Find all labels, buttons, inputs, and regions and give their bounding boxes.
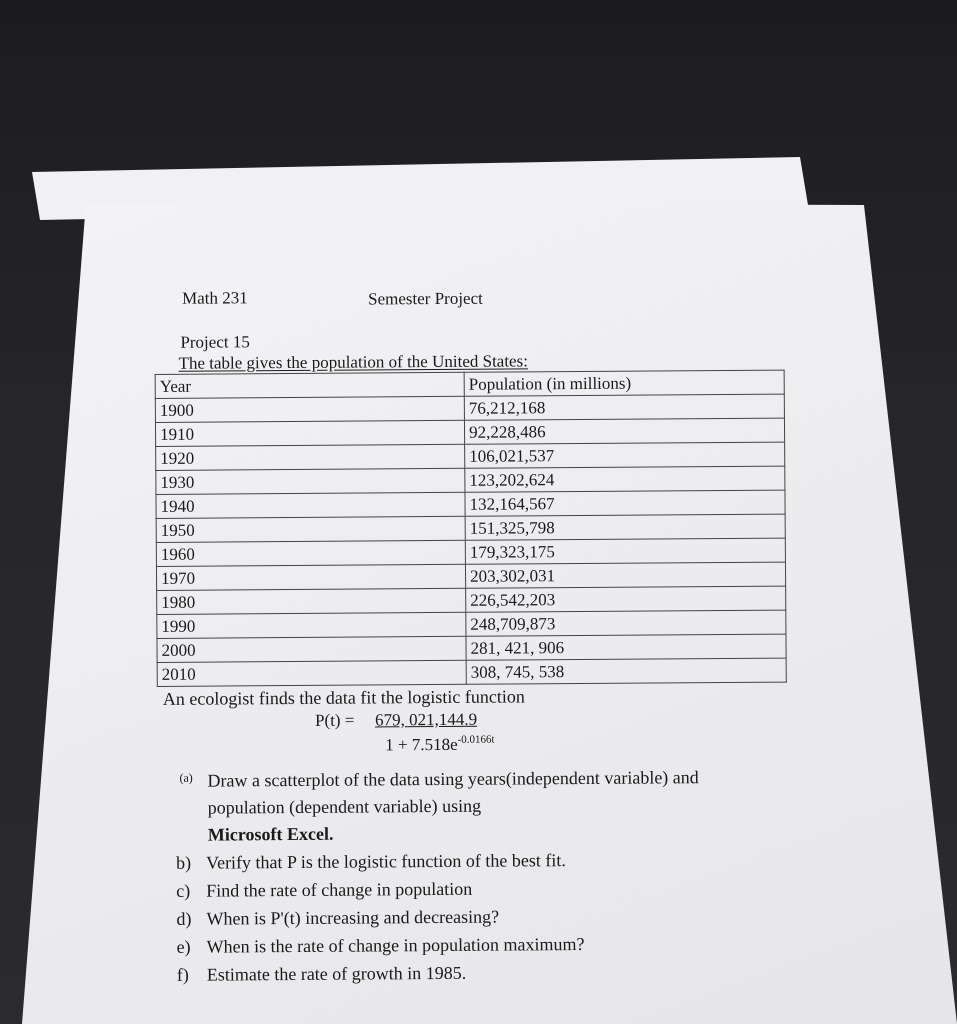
column-header-population: Population (in millions)	[464, 370, 784, 396]
population-cell: 226,542,203	[466, 586, 786, 612]
question-label: d)	[176, 908, 192, 929]
question-label: f)	[176, 964, 189, 985]
question-text: When is P'(t) increasing and decreasing?	[206, 906, 500, 929]
question-a-bold-text: Microsoft Excel.	[207, 823, 334, 845]
population-cell: 203,302,031	[465, 562, 785, 588]
course-name: Math 231	[182, 288, 248, 308]
year-cell: 1940	[156, 492, 465, 518]
population-cell: 76,212,168	[464, 394, 784, 420]
year-cell: 2000	[157, 636, 466, 662]
year-cell: 1960	[156, 540, 465, 566]
year-cell: 1990	[157, 612, 466, 638]
year-cell: 1950	[156, 516, 465, 542]
question-list	[153, 764, 795, 989]
year-cell: 2010	[157, 660, 466, 686]
year-cell: 1900	[155, 396, 464, 422]
population-cell: 132,164,567	[465, 490, 785, 516]
question-d	[176, 901, 794, 933]
question-label: c)	[176, 880, 191, 901]
question-a-label: (a)	[179, 770, 193, 785]
formula-denominator	[385, 734, 495, 756]
ecologist-statement: An ecologist finds the data fit the logistic function	[162, 686, 525, 709]
question-a	[179, 764, 794, 849]
question-f	[177, 957, 795, 989]
question-text: Estimate the rate of growth in 1985.	[206, 962, 467, 985]
population-cell: 281, 421, 906	[466, 634, 786, 660]
year-cell: 1980	[157, 588, 466, 614]
population-cell: 179,323,175	[465, 538, 785, 564]
population-cell: 248,709,873	[466, 610, 786, 636]
question-text: When is the rate of change in population maximum?	[206, 933, 585, 957]
population-cell: 106,021,537	[465, 442, 785, 468]
formula-lhs: P(t) =	[314, 710, 355, 730]
page-header	[150, 281, 790, 315]
population-table	[155, 370, 787, 687]
population-cell: 308, 745, 538	[466, 658, 786, 684]
formula-denominator-base: 1 + 7.518e	[385, 734, 458, 755]
subject-title: Semester Project	[368, 288, 483, 309]
year-cell: 1910	[155, 420, 464, 446]
population-cell: 151,325,798	[465, 514, 785, 540]
year-cell: 1920	[156, 444, 465, 470]
question-b	[176, 845, 794, 877]
question-label: e)	[176, 936, 191, 957]
population-cell: 92,228,486	[464, 418, 784, 444]
year-cell: 1930	[156, 468, 465, 494]
question-label: b)	[175, 852, 192, 873]
intro-text: The table gives the population of the United States:	[178, 351, 528, 373]
formula-exponent: -0.0166t	[457, 733, 495, 746]
formula-numerator: 679, 021,144.9	[374, 709, 478, 730]
column-header-year: Year	[155, 372, 464, 398]
document-content	[150, 281, 795, 989]
logistic-formula	[153, 706, 793, 762]
question-text: Verify that P is the logistic function of the best fit.	[205, 850, 566, 873]
year-cell: 1970	[156, 564, 465, 590]
question-text: Find the rate of change in population	[206, 878, 473, 901]
question-e	[177, 929, 795, 961]
question-a-text: Draw a scatterplot of the data using years(independent variable) and population (dependent variable) using	[207, 767, 699, 818]
table-row	[157, 658, 786, 686]
project-title: Project 15	[180, 332, 250, 352]
question-c	[176, 873, 794, 905]
population-cell: 123,202,624	[465, 466, 785, 492]
